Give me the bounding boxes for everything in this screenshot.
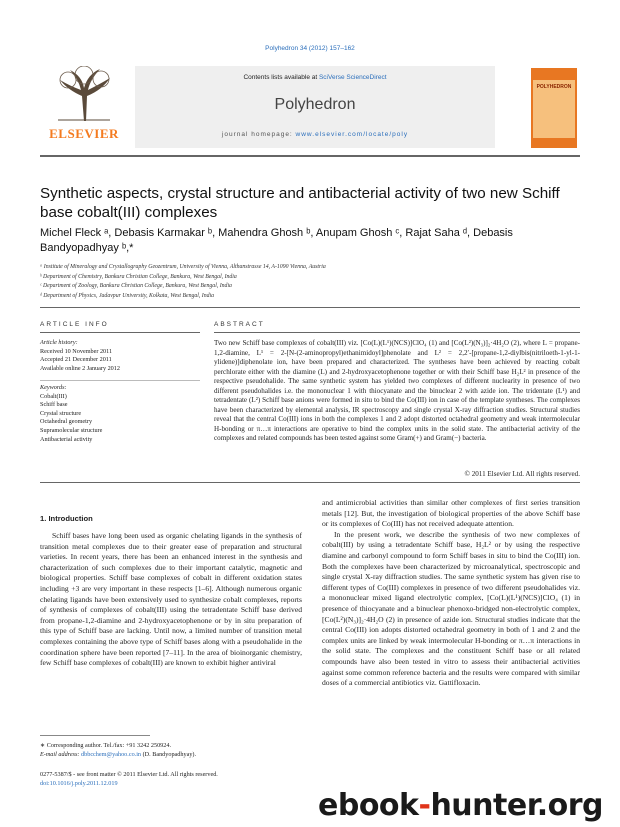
keyword-item: Octahedral geometry: [40, 418, 93, 426]
footnotes: [40, 741, 302, 759]
author-list: Michel Fleck ᵃ, Debasis Karmakar ᵇ, Mahendra Ghosh ᵇ, Anupam Ghosh ᶜ, Rajat Saha ᵈ, Debasis Bandyopadhyay ᵇ,*: [40, 227, 513, 254]
watermark-dash: -: [418, 788, 431, 823]
history-label: Article history:: [40, 339, 78, 346]
doi-link[interactable]: doi:10.1016/j.poly.2011.12.019: [40, 780, 118, 787]
affiliations: [40, 263, 560, 301]
affiliation-b: ᵇ Department of Chemistry, Bankura Christian College, Bankura, West Bengal, India: [40, 273, 237, 280]
article-history: [40, 339, 200, 373]
email-note: [40, 750, 302, 759]
abstract-divider: [214, 332, 580, 333]
intro-paragraph-1: Schiff bases have long been used as organic chelating ligands in the synthesis of transition metal complexes due to their greater ease of preparation and structural varieties. In recent years, there has been an enhanced interest in the synthesis and characterization of such complexes due to their important catalytic, magnetic and biological properties. Schiff base complexes of cobalt in different oxidation states including +3 are very important in these respects [1–6]. Although numerous organic chelating ligands have been extensively used to synthesize cobalt complexes, reports of synthesis of complexes of cobalt(III) using the tetradentate Schiff base derived from propane-1,2-diamine and 2-hydroxyacetophenone or by in situ preparation of this type of Schiff base are lacking. Until now, a limited number of transition metal complexes containing the above type of Schiff bases along with a pseudohalide in the coordination sphere have been reported [7–11]. In the area of bioinorganic chemistry, few Schiff base complexes of cobalt(III) are known to exhibit higher antiviral: [40, 531, 302, 668]
corresponding-author-note: ∗ Corresponding author. Tel./fax: +91 3242 250924.: [40, 742, 172, 749]
keywords-divider: [40, 380, 200, 381]
intro-paragraph-2: In the present work, we describe the synthesis of two new complexes of cobalt(III) by using a tetradentate Schiff base, H₂L² or by using the respective diamine and carbonyl compound to form Schiff bases in situ to bind the Co(III) ion. Both the complexes have been characterized by microanalytical, spectroscopic and single crystal X-ray diffraction studies. The same synthetic system has given rise to different types of Co(III) complexes in presence of two different pseudohalides viz. a mononuclear mixed ligand electrolytic complex, [Co(L)(L¹)(NCS)]ClO₄ (1) in presence of thiocyanate and a binuclear phenoxo-bridged non-electrolytic complex, [Co(L²)(N₃)]₂·4H₂O (2) in presence of azide ion. Structural studies indicate that the central Co(III) ion adopts distorted octahedral geometry in both of 1 and 2 and the complex units are linked by weak intermolecular H-bonding or π…π interactions in the solid state. The complexes and the constituent Schiff base or all related compounds have also been tested in vitro to assess their antibacterial activities against some common reference bacteria and the results were compared with similar doses of a commercial antibiotics viz. Gattifloxacin.: [322, 529, 580, 688]
abstract-heading: ABSTRACT: [214, 321, 265, 328]
publisher-name: ELSEVIER: [49, 126, 119, 141]
keyword-item: Cobalt(III): [40, 392, 67, 400]
journal-cover-label: POLYHEDRON: [536, 84, 572, 90]
keywords-label: Keywords:: [40, 384, 67, 391]
journal-title: Polyhedron: [274, 96, 356, 113]
affiliation-a: ᵃ Institute of Mineralogy and Crystallography Geozentrum, University of Vienna, Althanstrasse 14, A-1090 Vienna, Austria: [40, 264, 326, 270]
watermark-part2: hunter.org: [430, 788, 604, 823]
introduction-heading: 1. Introduction: [40, 514, 93, 523]
journal-citation[interactable]: Polyhedron 34 (2012) 157–162: [265, 45, 355, 52]
keyword-item: Antibacterial activity: [40, 435, 93, 443]
elsevier-tree-icon: [48, 66, 120, 122]
header-divider: [40, 155, 580, 157]
email-label: E-mail address:: [40, 751, 82, 758]
email-link[interactable]: dbbcchem@yahoo.co.in: [81, 751, 142, 758]
homepage-prefix: journal homepage:: [221, 131, 296, 138]
abstract-bottom-divider: [40, 482, 580, 483]
left-column: [40, 531, 302, 669]
watermark-part1: ebook: [318, 788, 419, 823]
history-online: Available online 2 January 2012: [40, 364, 120, 372]
journal-homepage-line: [135, 131, 495, 138]
article-title: Synthetic aspects, crystal structure and antibacterial activity of two new Schiff base cobalt(III) complexes: [40, 185, 560, 221]
keywords-list: [40, 384, 200, 444]
affiliations-divider: [40, 307, 580, 308]
keyword-item: Supramolecular structure: [40, 426, 103, 434]
intro-paragraph-1-continued: and antimicrobial activities than similar other complexes of first series transition metals [12]. But, the investigation of biological properties of the above Schiff base or its complexes of Co(III) has not received adequate attention.: [322, 498, 580, 529]
keyword-item: Schiff base: [40, 401, 68, 409]
journal-homepage-link[interactable]: www.elsevier.com/locate/poly: [295, 131, 409, 138]
article-info-divider: [40, 332, 200, 333]
footnote-divider: [40, 735, 150, 736]
affiliation-c: ᶜ Department of Zoology, Bankura Christian College, Bankura, West Bengal, India: [40, 283, 232, 289]
history-received: Received 10 November 2011: [40, 347, 113, 355]
affiliation-d: ᵈ Department of Physics, Jadavpur University, Kolkata, West Bengal, India: [40, 292, 215, 299]
keyword-item: Crystal structure: [40, 409, 82, 417]
watermark: [318, 788, 618, 823]
issn-block: [40, 770, 302, 788]
abstract-text: Two new Schiff base complexes of cobalt(III) viz. [Co(L)(L¹)(NCS)]ClO₄ (1) and [Co(L²)(N₃)]₂·4H₂O (2), where L = propane-1,2-diamine, L¹ = 2-[N-(2-aminopropyl)ethanimidoyl]phenolate and L² = 2,2′-[propane-1,2-diylbis(nitriloeth-1-yl-1-ylidene)]diphenolate ion, have been prepared and characterized. The syntheses have been achieved by reacting cobalt perchlorate either with the diamine (L) and 2-hydroxyacetophenone together or with their Schiff base H₂L² in presence of the respective pseudohalide. The same synthetic system has yielded two complexes of different nuclearity in presence of two different pseudohalides i.e. the mononuclear 1 with thiocyanate and the binuclear 2 with azide ion. The tridentate (L¹) and tetradentate (L²) Schiff base anions were formed in situ to bind the Co(III) ion in case of the template syntheses. The complexes have been characterized by elemental analysis, IR spectroscopy and single crystal X-ray diffraction studies. Structural studies reveal that the central Co(III) ions in both the complexes 1 and 2 adopt distorted octahedral geometry and weak intermolecular H-bonding or π…π interactions are operative to bind the complex units in the solid state. The antibacterial activity of the complexes and related compounds has been tested against some Gram(+) and Gram(−) bacteria.: [214, 339, 580, 442]
contents-line: [135, 74, 495, 81]
right-column: [322, 498, 580, 689]
copyright-notice: © 2011 Elsevier Ltd. All rights reserved.: [464, 470, 580, 478]
issn-line: 0277-5387/$ - see front matter © 2011 Elsevier Ltd. All rights reserved.: [40, 771, 218, 778]
sciencedirect-link[interactable]: SciVerse ScienceDirect: [318, 74, 387, 81]
contents-prefix: Contents lists available at: [243, 74, 319, 81]
email-suffix: (D. Bandyopadhyay).: [141, 751, 197, 758]
history-accepted: Accepted 21 December 2011: [40, 356, 112, 364]
article-info-heading: ARTICLE INFO: [40, 321, 109, 328]
